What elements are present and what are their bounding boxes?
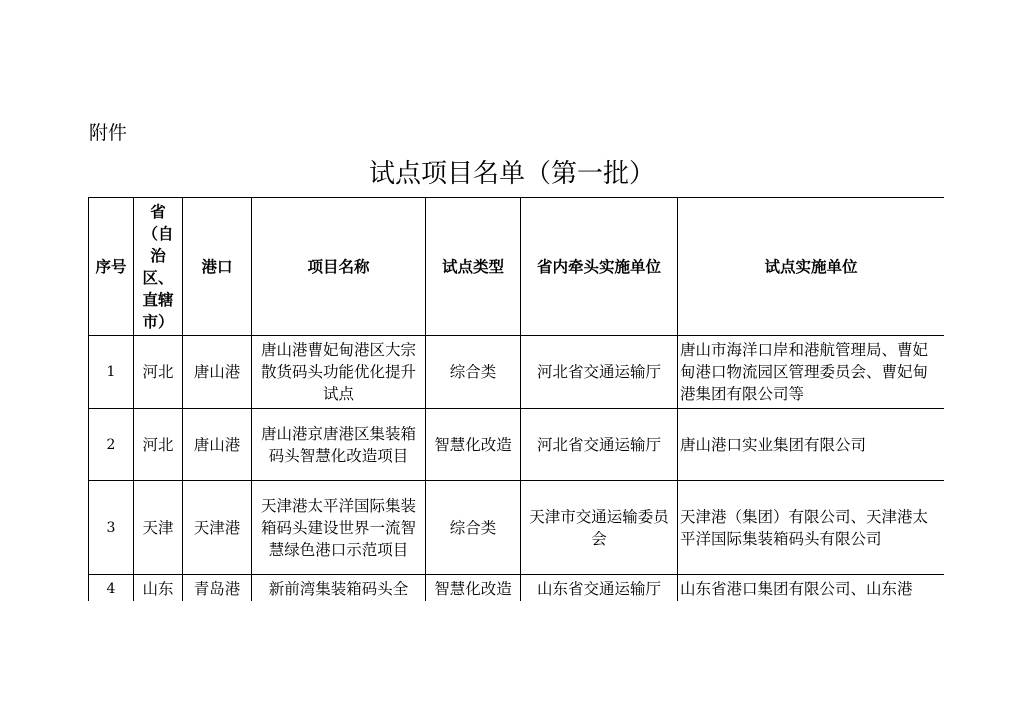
cell-type: 综合类 [426,481,521,575]
table-row [89,336,945,409]
cell-province: 山东 [134,575,183,602]
cell-type: 智慧化改造 [426,575,521,602]
attachment-label: 附件 [89,122,128,144]
cell-lead-unit: 山东省交通运输厅 [521,575,678,602]
cell-port: 青岛港 [183,575,252,602]
cell-impl-unit: 唐山港口实业集团有限公司 [678,409,945,481]
header-type: 试点类型 [426,198,521,336]
table-header-row [89,198,945,336]
cell-seq: 3 [89,481,134,575]
cell-seq: 1 [89,336,134,409]
table-row [89,481,945,575]
cell-project: 唐山港京唐港区集装箱码头智慧化改造项目 [252,409,426,481]
cell-impl-unit: 唐山市海洋口岸和港航管理局、曹妃甸港口物流园区管理委员会、曹妃甸港集团有限公司等 [678,336,945,409]
cell-port: 唐山港 [183,336,252,409]
table-row [89,409,945,481]
table-container [88,197,944,601]
table-row [89,575,945,602]
header-province: 省（自治区、直辖市） [134,198,183,336]
header-lead-unit: 省内牵头实施单位 [521,198,678,336]
cell-type: 综合类 [426,336,521,409]
header-project: 项目名称 [252,198,426,336]
cell-project: 新前湾集装箱码头全 [252,575,426,602]
cell-lead-unit: 天津市交通运输委员会 [521,481,678,575]
cell-seq: 2 [89,409,134,481]
cell-project: 天津港太平洋国际集装箱码头建设世界一流智慧绿色港口示范项目 [252,481,426,575]
cell-project: 唐山港曹妃甸港区大宗散货码头功能优化提升试点 [252,336,426,409]
header-impl-unit: 试点实施单位 [678,198,945,336]
cell-port: 唐山港 [183,409,252,481]
cell-lead-unit: 河北省交通运输厅 [521,336,678,409]
cell-port: 天津港 [183,481,252,575]
header-seq: 序号 [89,198,134,336]
pilot-project-table [88,197,944,601]
cell-province: 天津 [134,481,183,575]
cell-province: 河北 [134,336,183,409]
cell-lead-unit: 河北省交通运输厅 [521,409,678,481]
cell-impl-unit: 天津港（集团）有限公司、天津港太平洋国际集装箱码头有限公司 [678,481,945,575]
cell-seq: 4 [89,575,134,602]
header-port: 港口 [183,198,252,336]
page-title: 试点项目名单（第一批） [368,159,655,189]
cell-province: 河北 [134,409,183,481]
cell-impl-unit: 山东省港口集团有限公司、山东港 [678,575,945,602]
cell-type: 智慧化改造 [426,409,521,481]
